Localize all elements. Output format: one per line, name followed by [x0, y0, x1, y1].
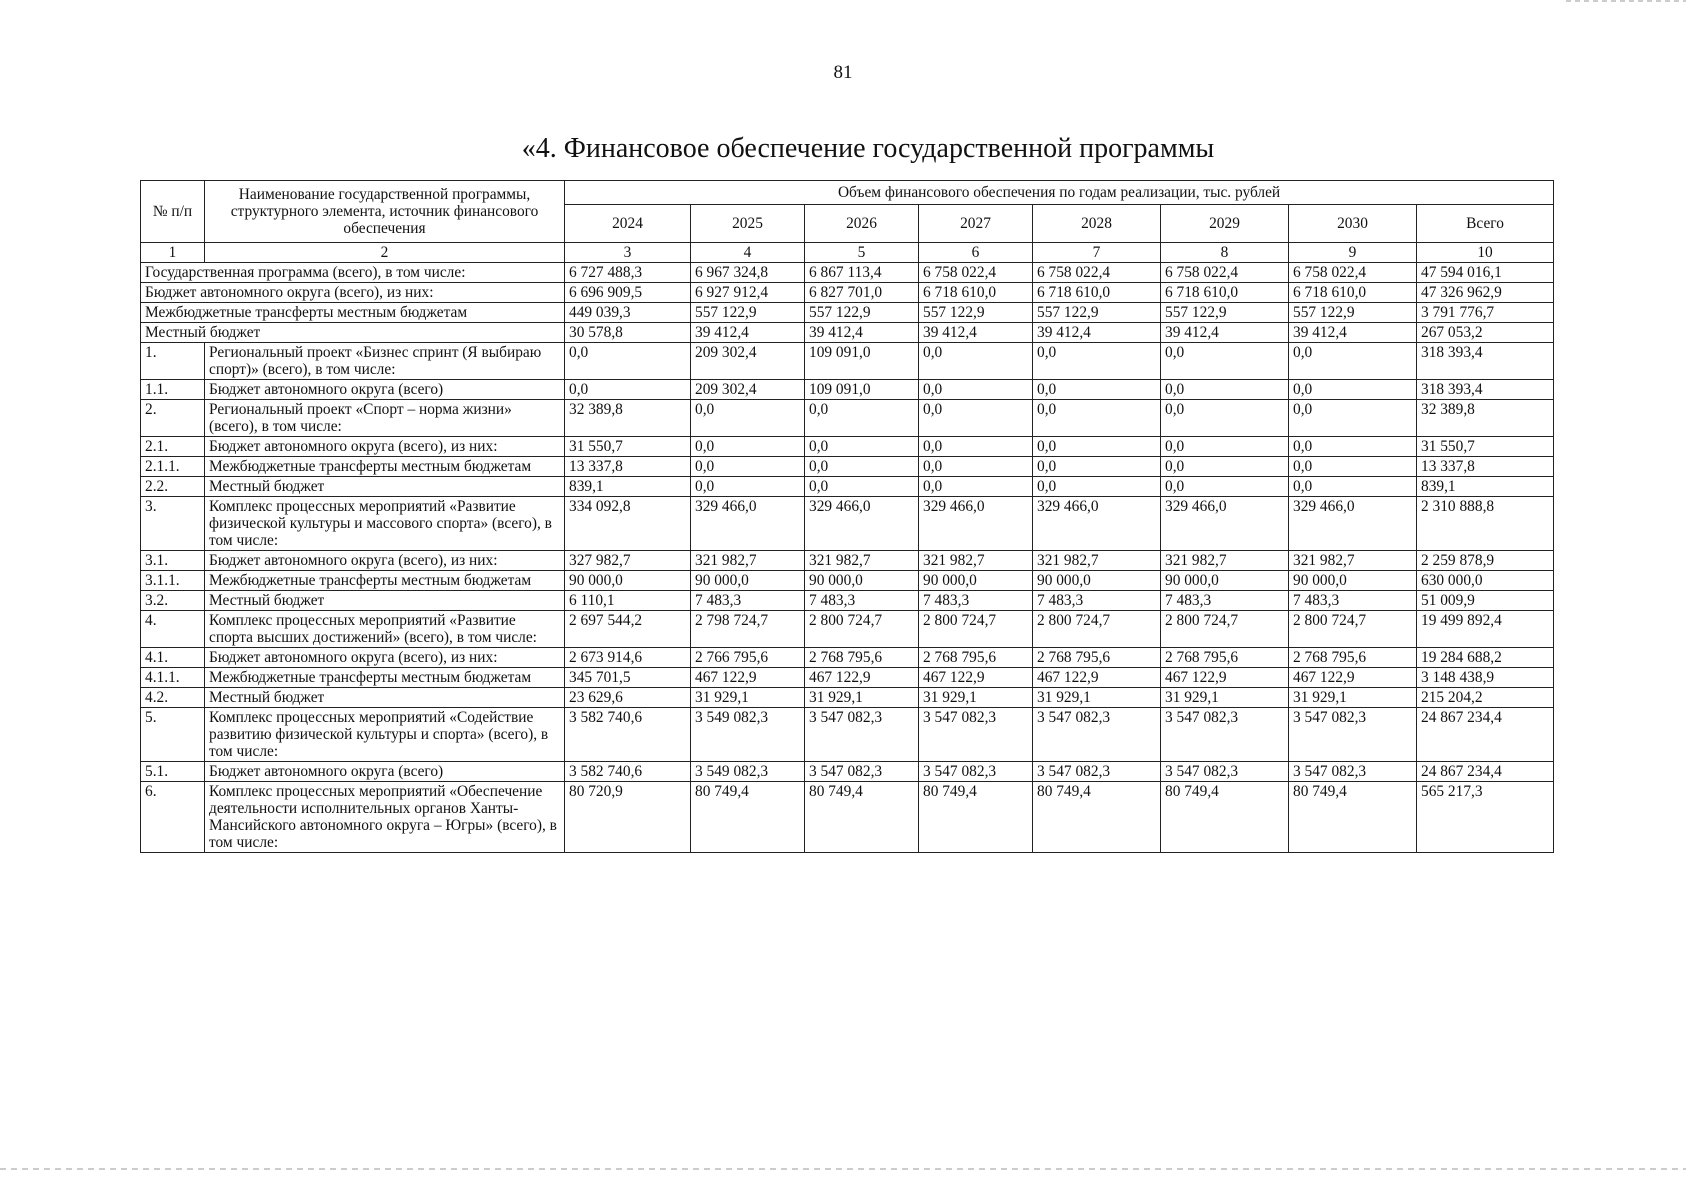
- row-value: 0,0: [919, 457, 1033, 477]
- table-row: [141, 457, 1554, 477]
- row-value: 0,0: [1289, 477, 1417, 497]
- row-value: 39 412,4: [691, 323, 805, 343]
- row-value: 3 582 740,6: [565, 762, 691, 782]
- row-value: 90 000,0: [1033, 571, 1161, 591]
- row-value: 321 982,7: [1033, 551, 1161, 571]
- header-year: 2026: [805, 205, 919, 243]
- row-value: 2 697 544,2: [565, 611, 691, 648]
- column-number: 9: [1289, 243, 1417, 263]
- row-value: 0,0: [1161, 457, 1289, 477]
- row-value: 267 053,2: [1417, 323, 1554, 343]
- row-value: 31 929,1: [1161, 688, 1289, 708]
- column-number: 7: [1033, 243, 1161, 263]
- row-value: 6 967 324,8: [691, 263, 805, 283]
- summary-row: [141, 263, 1554, 283]
- row-value: 0,0: [1289, 437, 1417, 457]
- row-value: 6 718 610,0: [1289, 283, 1417, 303]
- table-row: [141, 497, 1554, 551]
- row-value: 0,0: [919, 400, 1033, 437]
- row-value: 6 696 909,5: [565, 283, 691, 303]
- row-value: 7 483,3: [1161, 591, 1289, 611]
- row-value: 32 389,8: [565, 400, 691, 437]
- row-value: 557 122,9: [1289, 303, 1417, 323]
- table-row: [141, 782, 1554, 853]
- row-value: 557 122,9: [805, 303, 919, 323]
- row-value: 0,0: [805, 400, 919, 437]
- row-value: 318 393,4: [1417, 343, 1554, 380]
- row-value: 31 929,1: [919, 688, 1033, 708]
- row-value: 557 122,9: [1161, 303, 1289, 323]
- row-index: 4.1.: [141, 648, 205, 668]
- row-value: 80 720,9: [565, 782, 691, 853]
- row-value: 2 766 795,6: [691, 648, 805, 668]
- row-value: 0,0: [691, 477, 805, 497]
- row-value: 321 982,7: [805, 551, 919, 571]
- row-value: 345 701,5: [565, 668, 691, 688]
- row-name: Местный бюджет: [141, 323, 565, 343]
- row-index: 2.2.: [141, 477, 205, 497]
- row-value: 2 673 914,6: [565, 648, 691, 668]
- row-value: 321 982,7: [1289, 551, 1417, 571]
- row-index: 6.: [141, 782, 205, 853]
- row-value: 3 547 082,3: [1161, 762, 1289, 782]
- row-value: 2 310 888,8: [1417, 497, 1554, 551]
- row-value: 6 827 701,0: [805, 283, 919, 303]
- row-value: 30 578,8: [565, 323, 691, 343]
- row-value: 318 393,4: [1417, 380, 1554, 400]
- row-value: 39 412,4: [1033, 323, 1161, 343]
- row-value: 0,0: [1289, 457, 1417, 477]
- row-value: 0,0: [919, 380, 1033, 400]
- row-name: Бюджет автономного округа (всего): [205, 380, 565, 400]
- row-value: 557 122,9: [1033, 303, 1161, 323]
- row-value: 0,0: [691, 437, 805, 457]
- summary-row: [141, 323, 1554, 343]
- table-row: [141, 708, 1554, 762]
- row-value: 2 768 795,6: [805, 648, 919, 668]
- row-value: 3 547 082,3: [1289, 762, 1417, 782]
- row-value: 449 039,3: [565, 303, 691, 323]
- row-value: 31 550,7: [1417, 437, 1554, 457]
- row-value: 90 000,0: [1161, 571, 1289, 591]
- row-value: 80 749,4: [1161, 782, 1289, 853]
- row-index: 2.1.1.: [141, 457, 205, 477]
- row-value: 0,0: [1161, 380, 1289, 400]
- row-value: 0,0: [919, 343, 1033, 380]
- column-number: 3: [565, 243, 691, 263]
- row-value: 467 122,9: [691, 668, 805, 688]
- row-value: 2 768 795,6: [919, 648, 1033, 668]
- row-value: 90 000,0: [919, 571, 1033, 591]
- header-total: Всего: [1417, 205, 1554, 243]
- row-value: 19 284 688,2: [1417, 648, 1554, 668]
- row-index: 1.: [141, 343, 205, 380]
- row-value: 3 547 082,3: [1033, 708, 1161, 762]
- row-value: 90 000,0: [691, 571, 805, 591]
- row-index: 2.: [141, 400, 205, 437]
- table-row: [141, 571, 1554, 591]
- row-value: 2 768 795,6: [1161, 648, 1289, 668]
- row-value: 80 749,4: [805, 782, 919, 853]
- table-row: [141, 477, 1554, 497]
- row-value: 215 204,2: [1417, 688, 1554, 708]
- row-value: 3 547 082,3: [805, 762, 919, 782]
- column-number: 8: [1161, 243, 1289, 263]
- table-row: [141, 437, 1554, 457]
- row-value: 23 629,6: [565, 688, 691, 708]
- row-index: 1.1.: [141, 380, 205, 400]
- row-name: Бюджет автономного округа (всего): [205, 762, 565, 782]
- column-number: 10: [1417, 243, 1554, 263]
- row-value: 31 550,7: [565, 437, 691, 457]
- row-name: Государственная программа (всего), в том числе:: [141, 263, 565, 283]
- row-value: 839,1: [1417, 477, 1554, 497]
- table-row: [141, 688, 1554, 708]
- row-value: 6 867 113,4: [805, 263, 919, 283]
- row-value: 0,0: [1289, 400, 1417, 437]
- summary-row: [141, 283, 1554, 303]
- row-index: 4.: [141, 611, 205, 648]
- row-value: 6 927 912,4: [691, 283, 805, 303]
- column-number: 6: [919, 243, 1033, 263]
- row-name: Комплекс процессных мероприятий «Обеспечение деятельности исполнительных органов Ханты-Мансийского автономного округа – Югры» (всего), в том числе:: [205, 782, 565, 853]
- row-value: 467 122,9: [805, 668, 919, 688]
- header-year: 2025: [691, 205, 805, 243]
- row-value: 0,0: [565, 343, 691, 380]
- document-title: «4. Финансовое обеспечение государственной программы: [521, 133, 1215, 164]
- row-name: Местный бюджет: [205, 591, 565, 611]
- row-value: 90 000,0: [565, 571, 691, 591]
- row-index: 5.: [141, 708, 205, 762]
- row-name: Местный бюджет: [205, 477, 565, 497]
- row-value: 0,0: [1289, 343, 1417, 380]
- table-header: [141, 181, 1554, 263]
- row-index: 5.1.: [141, 762, 205, 782]
- row-value: 39 412,4: [919, 323, 1033, 343]
- row-value: 0,0: [1161, 400, 1289, 437]
- row-value: 19 499 892,4: [1417, 611, 1554, 648]
- row-value: 3 549 082,3: [691, 708, 805, 762]
- table-row: [141, 611, 1554, 648]
- row-value: 630 000,0: [1417, 571, 1554, 591]
- header-name: Наименование государственной программы, структурного элемента, источник финансового обеспечения: [205, 181, 565, 243]
- row-value: 6 758 022,4: [1161, 263, 1289, 283]
- row-value: 3 582 740,6: [565, 708, 691, 762]
- row-value: 2 800 724,7: [805, 611, 919, 648]
- row-value: 0,0: [919, 477, 1033, 497]
- row-value: 0,0: [1033, 437, 1161, 457]
- row-value: 7 483,3: [691, 591, 805, 611]
- row-value: 0,0: [1033, 477, 1161, 497]
- row-name: Бюджет автономного округа (всего), из них:: [205, 437, 565, 457]
- row-value: 329 466,0: [1033, 497, 1161, 551]
- header-volume: Объем финансового обеспечения по годам реализации, тыс. рублей: [565, 181, 1554, 205]
- row-value: 0,0: [691, 457, 805, 477]
- row-value: 31 929,1: [691, 688, 805, 708]
- row-value: 0,0: [1161, 477, 1289, 497]
- row-index: 3.: [141, 497, 205, 551]
- row-index: 3.1.: [141, 551, 205, 571]
- row-name: Межбюджетные трансферты местным бюджетам: [205, 668, 565, 688]
- table-row: [141, 551, 1554, 571]
- row-value: 3 547 082,3: [805, 708, 919, 762]
- row-value: 327 982,7: [565, 551, 691, 571]
- row-value: 51 009,9: [1417, 591, 1554, 611]
- row-name: Межбюджетные трансферты местным бюджетам: [205, 457, 565, 477]
- row-value: 557 122,9: [919, 303, 1033, 323]
- row-value: 6 758 022,4: [919, 263, 1033, 283]
- row-value: 31 929,1: [1289, 688, 1417, 708]
- column-number: 1: [141, 243, 205, 263]
- row-value: 0,0: [1033, 457, 1161, 477]
- row-value: 329 466,0: [1161, 497, 1289, 551]
- table-row: [141, 762, 1554, 782]
- row-value: 6 718 610,0: [1161, 283, 1289, 303]
- row-value: 80 749,4: [1289, 782, 1417, 853]
- table-row: [141, 343, 1554, 380]
- row-value: 3 547 082,3: [919, 708, 1033, 762]
- table-row: [141, 400, 1554, 437]
- row-value: 39 412,4: [805, 323, 919, 343]
- row-value: 0,0: [919, 437, 1033, 457]
- row-value: 31 929,1: [1033, 688, 1161, 708]
- row-value: 0,0: [1289, 380, 1417, 400]
- row-value: 0,0: [805, 477, 919, 497]
- row-value: 24 867 234,4: [1417, 708, 1554, 762]
- column-number: 5: [805, 243, 919, 263]
- row-name: Комплекс процессных мероприятий «Развитие физической культуры и массового спорта» (всего), в том числе:: [205, 497, 565, 551]
- row-value: 109 091,0: [805, 380, 919, 400]
- row-value: 7 483,3: [1289, 591, 1417, 611]
- row-value: 24 867 234,4: [1417, 762, 1554, 782]
- header-year: 2028: [1033, 205, 1161, 243]
- scan-artifact-top: [1566, 0, 1686, 2]
- row-value: 2 768 795,6: [1289, 648, 1417, 668]
- row-value: 839,1: [565, 477, 691, 497]
- row-value: 209 302,4: [691, 380, 805, 400]
- row-value: 47 594 016,1: [1417, 263, 1554, 283]
- row-value: 3 148 438,9: [1417, 668, 1554, 688]
- financing-table: [140, 180, 1554, 853]
- row-name: Комплекс процессных мероприятий «Содействие развитию физической культуры и спорта» (всего), в том числе:: [205, 708, 565, 762]
- row-value: 3 791 776,7: [1417, 303, 1554, 323]
- row-value: 7 483,3: [805, 591, 919, 611]
- row-value: 80 749,4: [919, 782, 1033, 853]
- row-value: 2 768 795,6: [1033, 648, 1161, 668]
- row-value: 321 982,7: [691, 551, 805, 571]
- row-value: 6 110,1: [565, 591, 691, 611]
- row-value: 0,0: [805, 437, 919, 457]
- row-value: 3 549 082,3: [691, 762, 805, 782]
- row-value: 2 259 878,9: [1417, 551, 1554, 571]
- row-value: 6 758 022,4: [1289, 263, 1417, 283]
- row-value: 565 217,3: [1417, 782, 1554, 853]
- header-year: 2029: [1161, 205, 1289, 243]
- row-value: 31 929,1: [805, 688, 919, 708]
- row-value: 0,0: [1033, 400, 1161, 437]
- table-row: [141, 648, 1554, 668]
- row-name: Региональный проект «Спорт – норма жизни» (всего), в том числе:: [205, 400, 565, 437]
- row-value: 13 337,8: [565, 457, 691, 477]
- row-name: Местный бюджет: [205, 688, 565, 708]
- row-value: 109 091,0: [805, 343, 919, 380]
- row-value: 557 122,9: [691, 303, 805, 323]
- row-value: 329 466,0: [919, 497, 1033, 551]
- header-year: 2024: [565, 205, 691, 243]
- row-value: 90 000,0: [805, 571, 919, 591]
- row-value: 467 122,9: [1289, 668, 1417, 688]
- page-number: 81: [833, 62, 853, 83]
- row-name: Межбюджетные трансферты местным бюджетам: [205, 571, 565, 591]
- row-value: 6 718 610,0: [1033, 283, 1161, 303]
- row-value: 6 727 488,3: [565, 263, 691, 283]
- row-value: 0,0: [1033, 380, 1161, 400]
- row-value: 32 389,8: [1417, 400, 1554, 437]
- row-name: Бюджет автономного округа (всего), из них:: [141, 283, 565, 303]
- row-value: 39 412,4: [1289, 323, 1417, 343]
- row-value: 90 000,0: [1289, 571, 1417, 591]
- row-value: 329 466,0: [1289, 497, 1417, 551]
- row-value: 321 982,7: [1161, 551, 1289, 571]
- row-index: 2.1.: [141, 437, 205, 457]
- row-value: 334 092,8: [565, 497, 691, 551]
- row-value: 0,0: [1161, 437, 1289, 457]
- table-row: [141, 591, 1554, 611]
- row-name: Бюджет автономного округа (всего), из них:: [205, 648, 565, 668]
- row-value: 47 326 962,9: [1417, 283, 1554, 303]
- column-number: 2: [205, 243, 565, 263]
- table-body: [141, 263, 1554, 853]
- row-index: 4.2.: [141, 688, 205, 708]
- row-value: 329 466,0: [691, 497, 805, 551]
- row-value: 80 749,4: [691, 782, 805, 853]
- row-value: 2 800 724,7: [919, 611, 1033, 648]
- row-value: 0,0: [1161, 343, 1289, 380]
- row-name: Комплекс процессных мероприятий «Развитие спорта высших достижений» (всего), в том числе:: [205, 611, 565, 648]
- row-index: 4.1.1.: [141, 668, 205, 688]
- row-value: 3 547 082,3: [1289, 708, 1417, 762]
- row-name: Межбюджетные трансферты местным бюджетам: [141, 303, 565, 323]
- row-value: 0,0: [1033, 343, 1161, 380]
- table-row: [141, 668, 1554, 688]
- row-name: Региональный проект «Бизнес спринт (Я выбираю спорт)» (всего), в том числе:: [205, 343, 565, 380]
- row-index: 3.2.: [141, 591, 205, 611]
- row-value: 0,0: [805, 457, 919, 477]
- row-value: 2 800 724,7: [1289, 611, 1417, 648]
- row-value: 467 122,9: [919, 668, 1033, 688]
- row-value: 13 337,8: [1417, 457, 1554, 477]
- column-number-row: [141, 243, 1554, 263]
- header-year: 2030: [1289, 205, 1417, 243]
- row-value: 0,0: [565, 380, 691, 400]
- row-value: 3 547 082,3: [919, 762, 1033, 782]
- header-year: 2027: [919, 205, 1033, 243]
- header-num: № п/п: [141, 181, 205, 243]
- row-name: Бюджет автономного округа (всего), из них:: [205, 551, 565, 571]
- scan-artifact-bottom: [0, 1168, 1686, 1170]
- table-row: [141, 380, 1554, 400]
- row-value: 3 547 082,3: [1033, 762, 1161, 782]
- row-value: 2 798 724,7: [691, 611, 805, 648]
- row-value: 467 122,9: [1161, 668, 1289, 688]
- row-value: 0,0: [691, 400, 805, 437]
- row-value: 467 122,9: [1033, 668, 1161, 688]
- row-value: 321 982,7: [919, 551, 1033, 571]
- row-value: 7 483,3: [1033, 591, 1161, 611]
- row-value: 39 412,4: [1161, 323, 1289, 343]
- row-value: 80 749,4: [1033, 782, 1161, 853]
- summary-row: [141, 303, 1554, 323]
- column-number: 4: [691, 243, 805, 263]
- row-value: 2 800 724,7: [1161, 611, 1289, 648]
- row-value: 6 718 610,0: [919, 283, 1033, 303]
- row-value: 2 800 724,7: [1033, 611, 1161, 648]
- row-value: 209 302,4: [691, 343, 805, 380]
- row-value: 329 466,0: [805, 497, 919, 551]
- row-index: 3.1.1.: [141, 571, 205, 591]
- row-value: 3 547 082,3: [1161, 708, 1289, 762]
- row-value: 6 758 022,4: [1033, 263, 1161, 283]
- row-value: 7 483,3: [919, 591, 1033, 611]
